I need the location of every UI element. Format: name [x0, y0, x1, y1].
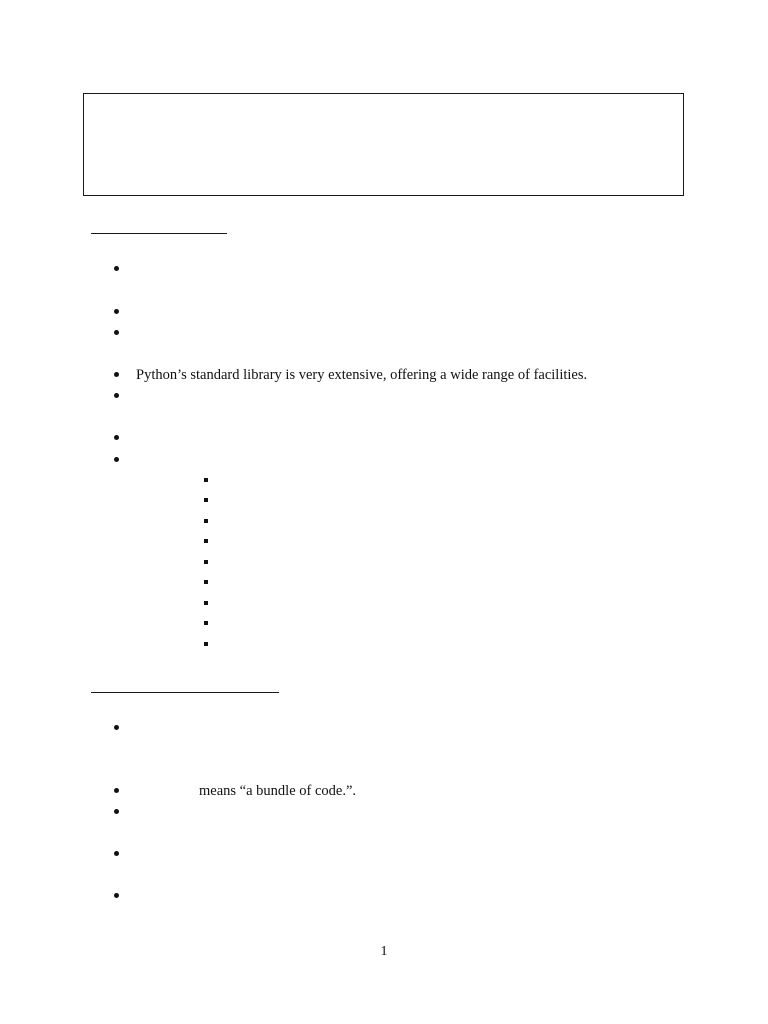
bullet-icon	[114, 457, 119, 462]
square-bullet-icon	[204, 539, 208, 543]
square-bullet-icon	[204, 498, 208, 502]
bullet-icon	[114, 309, 119, 314]
bullet-icon	[114, 435, 119, 440]
bullet-icon	[114, 266, 119, 271]
bullet-icon	[114, 372, 119, 377]
square-bullet-icon	[204, 601, 208, 605]
title-box	[83, 93, 684, 196]
square-bullet-icon	[204, 560, 208, 564]
square-bullet-icon	[204, 478, 208, 482]
bullet-icon	[114, 330, 119, 335]
square-bullet-icon	[204, 621, 208, 625]
bullet-icon	[114, 893, 119, 898]
bullet-icon	[114, 393, 119, 398]
square-bullet-icon	[204, 580, 208, 584]
bullet-icon	[114, 809, 119, 814]
bullet-icon	[114, 725, 119, 730]
list-item-text: means “a bundle of code.”.	[199, 783, 357, 799]
section2-heading-rule	[91, 692, 279, 693]
page-number: 1	[380, 944, 388, 959]
list-item-text: Python’s standard library is very extensive, offering a wide range of facilities.	[136, 367, 588, 383]
square-bullet-icon	[204, 642, 208, 646]
section1-heading-rule	[91, 233, 227, 234]
square-bullet-icon	[204, 519, 208, 523]
bullet-icon	[114, 851, 119, 856]
bullet-icon	[114, 788, 119, 793]
